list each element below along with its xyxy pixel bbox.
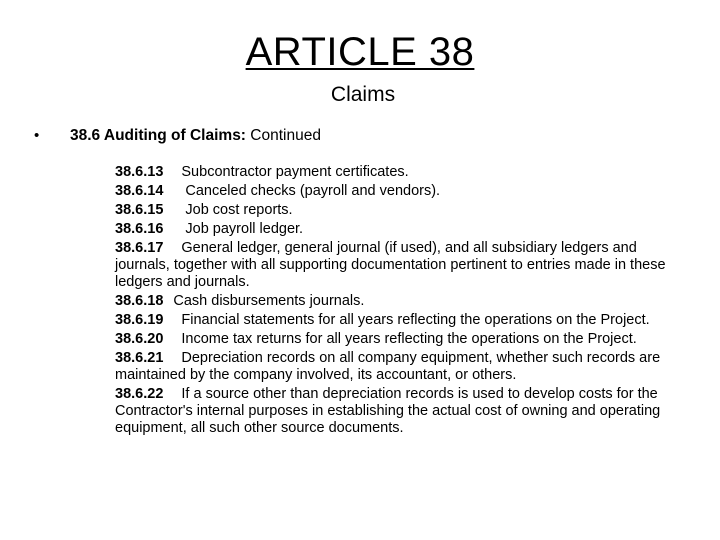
list-item xyxy=(115,240,675,291)
item-text: Financial statements for all years reflecting the operations on the Project. xyxy=(181,312,650,328)
item-text: Job cost reports. xyxy=(185,202,293,218)
item-text: General ledger, general journal (if used), and all subsidiary ledgers and journals, together with all supporting documentation pertinent to entries made in these ledgers and journals. xyxy=(115,240,666,290)
item-text: Job payroll ledger. xyxy=(185,221,304,237)
item-text: Canceled checks (payroll and vendors). xyxy=(185,183,441,199)
item-text: If a source other than depreciation records is used to develop costs for the Contractor's internal purposes in establishing the actual cost of owning and operating equipment, all such other source documents. xyxy=(115,386,661,436)
item-number: 38.6.20 xyxy=(115,331,164,347)
list-item xyxy=(115,350,675,384)
item-number: 38.6.17 xyxy=(115,240,164,256)
item-text: Subcontractor payment certificates. xyxy=(181,164,409,180)
item-list xyxy=(115,164,675,439)
list-item xyxy=(115,312,675,329)
item-number: 38.6.14 xyxy=(115,183,164,199)
list-item xyxy=(115,331,675,348)
item-number: 38.6.13 xyxy=(115,164,164,180)
bullet-marker: • xyxy=(34,127,40,144)
item-number: 38.6.22 xyxy=(115,386,164,402)
item-number: 38.6.15 xyxy=(115,202,164,218)
page-title: ARTICLE 38 xyxy=(245,30,475,74)
list-item xyxy=(115,183,675,200)
item-number: 38.6.16 xyxy=(115,221,164,237)
item-number: 38.6.21 xyxy=(115,350,164,366)
item-number: 38.6.19 xyxy=(115,312,164,328)
item-text: Income tax returns for all years reflecting the operations on the Project. xyxy=(181,331,637,347)
item-text: Depreciation records on all company equipment, whether such records are maintained by the company involved, its accountant, or others. xyxy=(115,350,661,383)
list-item xyxy=(115,293,675,310)
list-item xyxy=(115,202,675,219)
section-heading xyxy=(70,126,321,146)
list-item xyxy=(115,386,675,437)
item-number: 38.6.18 xyxy=(115,293,164,309)
item-text: Cash disbursements journals. xyxy=(173,293,365,309)
list-item xyxy=(115,164,675,181)
section-heading-text: Continued xyxy=(245,127,321,144)
list-item xyxy=(115,221,675,238)
page-subtitle: Claims xyxy=(330,83,396,106)
section-number: 38.6 Auditing of Claims: xyxy=(70,127,246,144)
